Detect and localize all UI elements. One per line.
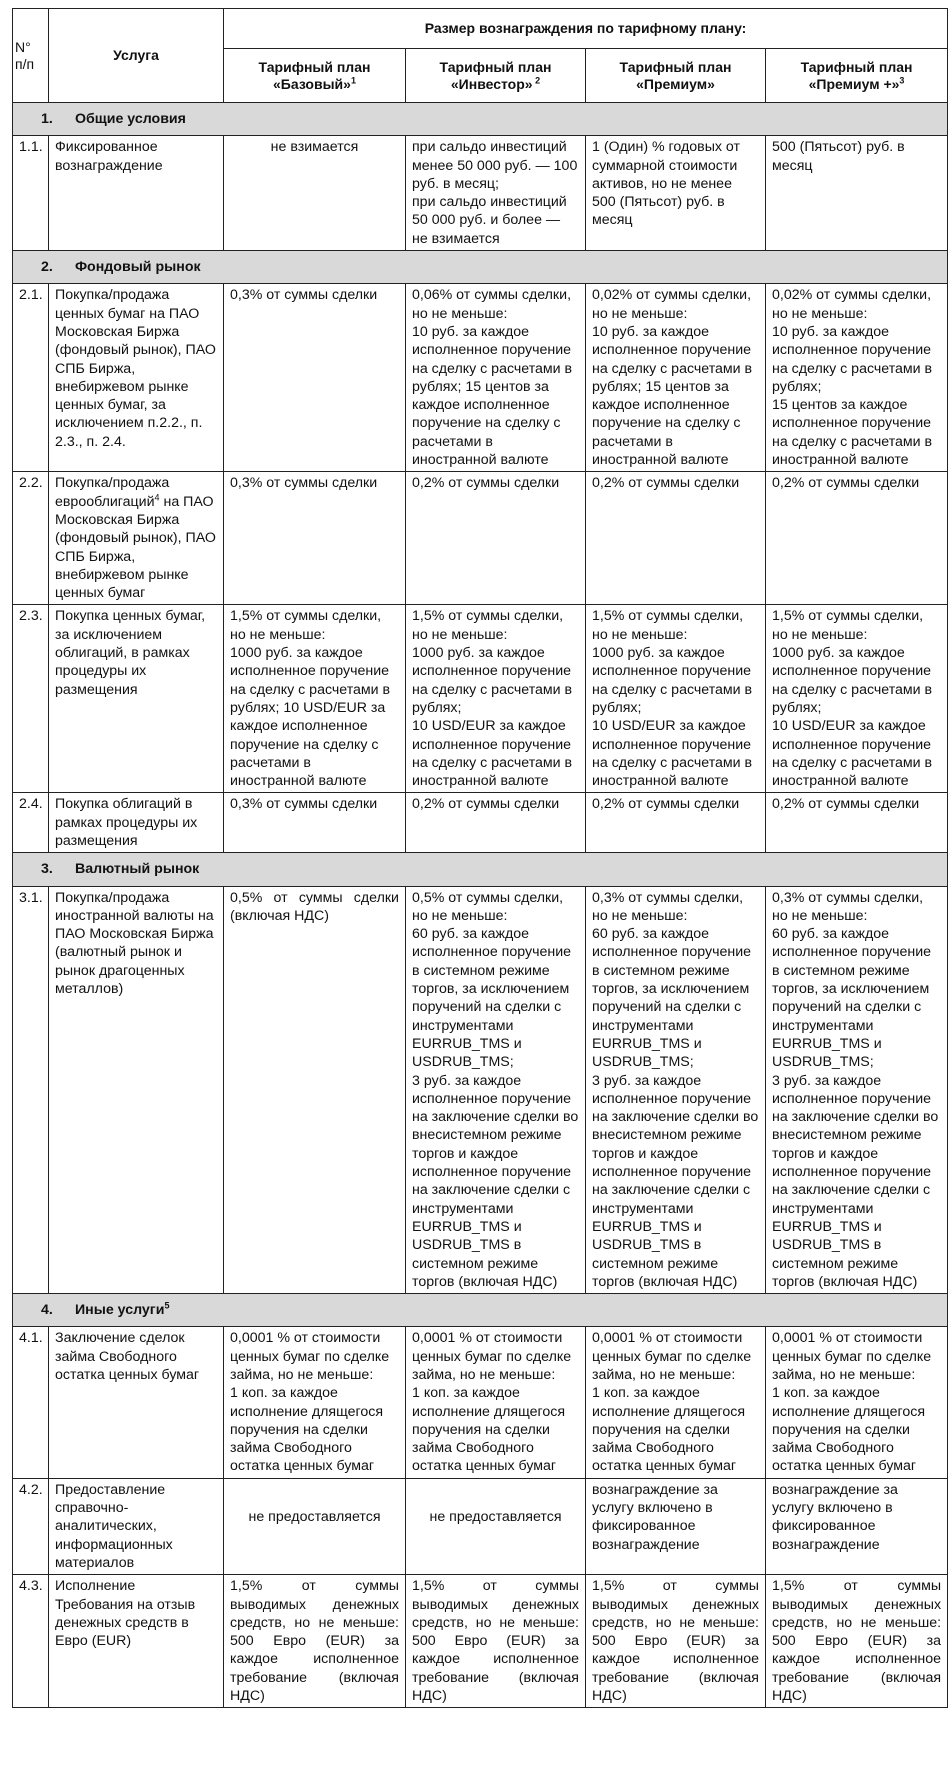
section-title: Фондовый рынок: [74, 259, 201, 276]
section-row: 4. Иные услуги$^5$: [13, 1294, 948, 1327]
table-row: 2.3. Покупка ценных бумаг, за исключением облигаций, в рамках процедуры их размещения 1,5% от суммы сделки, но не меньше: 1000 руб. за каждое исполненное поручение на сделку с расчетами в рублях; 10 USD/EUR за каждое исполненное поручение на сделку с расчетами в иностранной валюте 1,5% от суммы сделки, но не меньше: 1000 руб. за каждое исполненное поручение на сделку с расчетами в рублях; 10 USD/EUR за каждое исполненное поручение на сделку с расчетами в иностранной валюте 1,5% от суммы сделки, но не меньше: 1000 руб. за каждое исполненное поручение на сделку с расчетами в рублях; 10 USD/EUR за каждое исполненное поручение на сделку с расчетами в иностранной валюте 1,5% от суммы сделки, но не меньше: 1000 руб. за каждое исполненное поручение на сделку с расчетами в рублях; 10 USD/EUR за каждое исполненное поручение на сделку с расчетами в иностранной валюте: [13, 605, 948, 793]
section-row: 3. Валютный рынок: [13, 853, 948, 886]
section-title: Общие условия: [74, 111, 186, 127]
table-row: 4.3. Исполнение Требования на отзыв денежных средств в Евро (EUR) 1,5% от суммы выводимых денежных средств, но не меньше: 500 Евро (EUR) за каждое исполненное требование (включая НДС) 1,5% от суммы выводимых денежных средств, но не меньше: 500 Евро (EUR) за каждое исполненное требование (включая НДС) 1,5% от суммы выводимых денежных средств, но не меньше: 500 Евро (EUR) за каждое исполненное требование (включая НДС) 1,5% от суммы выводимых денежных средств, но не меньше: 500 Евро (EUR) за каждое исполненное требование (включая НДС): [13, 1575, 948, 1708]
footnote-3: 3: [899, 74, 905, 85]
tariff-table: [12, 8, 948, 1708]
section-row: 1. Общие условия: [13, 103, 948, 136]
header-plan-premium-plus: Тарифный план «Премиум +»$^3$: [766, 49, 948, 103]
header-group: Размер вознаграждения по тарифному плану:: [224, 9, 948, 49]
table-row: 4.1. Заключение сделок займа Свободного остатка ценных бумаг 0,0001 % от стоимости ценных бумаг по сделке займа, но не меньше: 1 коп. за каждое исполнение длящегося поручения на сделки займа Свободного остатка ценных бумаг 0,0001 % от стоимости ценных бумаг по сделке займа, но не меньше: 1 коп. за каждое исполнение длящегося поручения на сделки займа Свободного остатка ценных бумаг 0,0001 % от стоимости ценных бумаг по сделке займа, но не меньше: 1 коп. за каждое исполнение длящегося поручения на сделки займа Свободного остатка ценных бумаг 0,0001 % от стоимости ценных бумаг по сделке займа, но не меньше: 1 коп. за каждое исполнение длящегося поручения на сделки займа Свободного остатка ценных бумаг: [13, 1327, 948, 1478]
section-title: Валютный рынок: [74, 861, 200, 878]
header-num-cell: [13, 9, 49, 103]
table-row: 1.1. Фиксированное вознаграждение не взимается при сальдо инвестиций менее 50 000 руб. — 100 руб. в месяц; при сальдо инвестиций 50 000 руб. и более — не взимается 1 (Один) % годовых от суммарной стоимости активов, но не менее 500 (Пятьсот) руб. в месяц 500 (Пятьсот) руб. в месяц: [13, 136, 948, 251]
table-row: 3.1. Покупка/продажа иностранной валюты на ПАО Московская Биржа (валютный рынок и рынок драгоценных металлов) 0,5% от суммы сделки (включая НДС) 0,5% от суммы сделки, но не меньше: 60 руб. за каждое исполненное поручение в системном режиме торгов, за исключением поручений на сделки с инструментами EURRUB_TMS и USDRUB_TMS; 3 руб. за каждое исполненное поручение на заключение сделки во внесистемном режиме торгов и каждое исполненное поручение на заключение сделки с инструментами EURRUB_TMS и USDRUB_TMS в системном режиме торгов (включая НДС) 0,3% от суммы сделки, но не меньше: 60 руб. за каждое исполненное поручение в системном режиме торгов, за исключением поручений на сделки с инструментами EURRUB_TMS и USDRUB_TMS; 3 руб. за каждое исполненное поручение на заключение сделки во внесистемном режиме торгов и каждое исполненное поручение на заключение сделки с инструментами EURRUB_TMS и USDRUB_TMS в системном режиме торгов (включая НДС) 0,3% от суммы сделки, но не меньше: 60 руб. за каждое исполненное поручение в системном режиме торгов, за исключением поручений на сделки с инструментами EURRUB_TMS и USDRUB_TMS; 3 руб. за каждое исполненное поручение на заключение сделки во внесистемном режиме торгов и каждое исполненное поручение на заключение сделки с инструментами EURRUB_TMS и USDRUB_TMS в системном режиме торгов (включая НДС): [13, 886, 948, 1294]
header-plan-investor: Тарифный план «Инвестор» $^2$: [406, 49, 586, 103]
header-service: Услуга: [49, 9, 224, 103]
footnote-5: 5: [164, 1300, 170, 1311]
table-row: 2.4. Покупка облигаций в рамках процедуры их размещения 0,3% от суммы сделки 0,2% от суммы сделки 0,2% от суммы сделки 0,2% от суммы сделки: [13, 793, 948, 853]
footnote-2: 2: [532, 74, 541, 85]
header-plan-basic: Тарифный план «Базовый»$^1$: [224, 49, 406, 103]
table-row: 2.1. Покупка/продажа ценных бумаг на ПАО Московская Биржа (фондовый рынок), ПАО СПБ Биржа, внебиржевом рынке ценных бумаг, за исключением п.2.2., п. 2.3., п. 2.4. 0,3% от суммы сделки 0,06% от суммы сделки, но не меньше: 10 руб. за каждое исполненное поручение на сделку с расчетами в рублях; 15 центов за каждое исполненное поручение на сделку с расчетами в иностранной валюте 0,02% от суммы сделки, но не меньше: 10 руб. за каждое исполненное поручение на сделку с расчетами в рублях; 15 центов за каждое исполненное поручение на сделку с расчетами в иностранной валюте 0,02% от суммы сделки, но не меньше: 10 руб. за каждое исполненное поручение на сделку с расчетами в рублях; 15 центов за каждое исполненное поручение на сделку с расчетами в иностранной валюте: [13, 284, 948, 472]
footnote-4: 4: [154, 491, 160, 502]
header-plan-premium: Тарифный план «Премиум»: [586, 49, 766, 103]
section-title: Иные услуги: [74, 1302, 165, 1319]
header-num: N° п/п: [15, 38, 35, 72]
table-row: 2.2. Покупка/продажа еврооблигаций$^4$ на ПАО Московская Биржа (фондовый рынок), ПАО СПБ Биржа, внебиржевом рынке ценных бумаг 0,3% от суммы сделки 0,2% от суммы сделки 0,2% от суммы сделки 0,2% от суммы сделки: [13, 472, 948, 605]
footnote-1: 1: [350, 74, 356, 85]
section-row: 2. Фондовый рынок: [13, 251, 948, 284]
table-row: 4.2. Предоставление справочно-аналитических, информационных материалов не предоставляется не предоставляется вознаграждение за услугу включено в фиксированное вознаграждение вознаграждение за услугу включено в фиксированное вознаграждение: [13, 1478, 948, 1574]
